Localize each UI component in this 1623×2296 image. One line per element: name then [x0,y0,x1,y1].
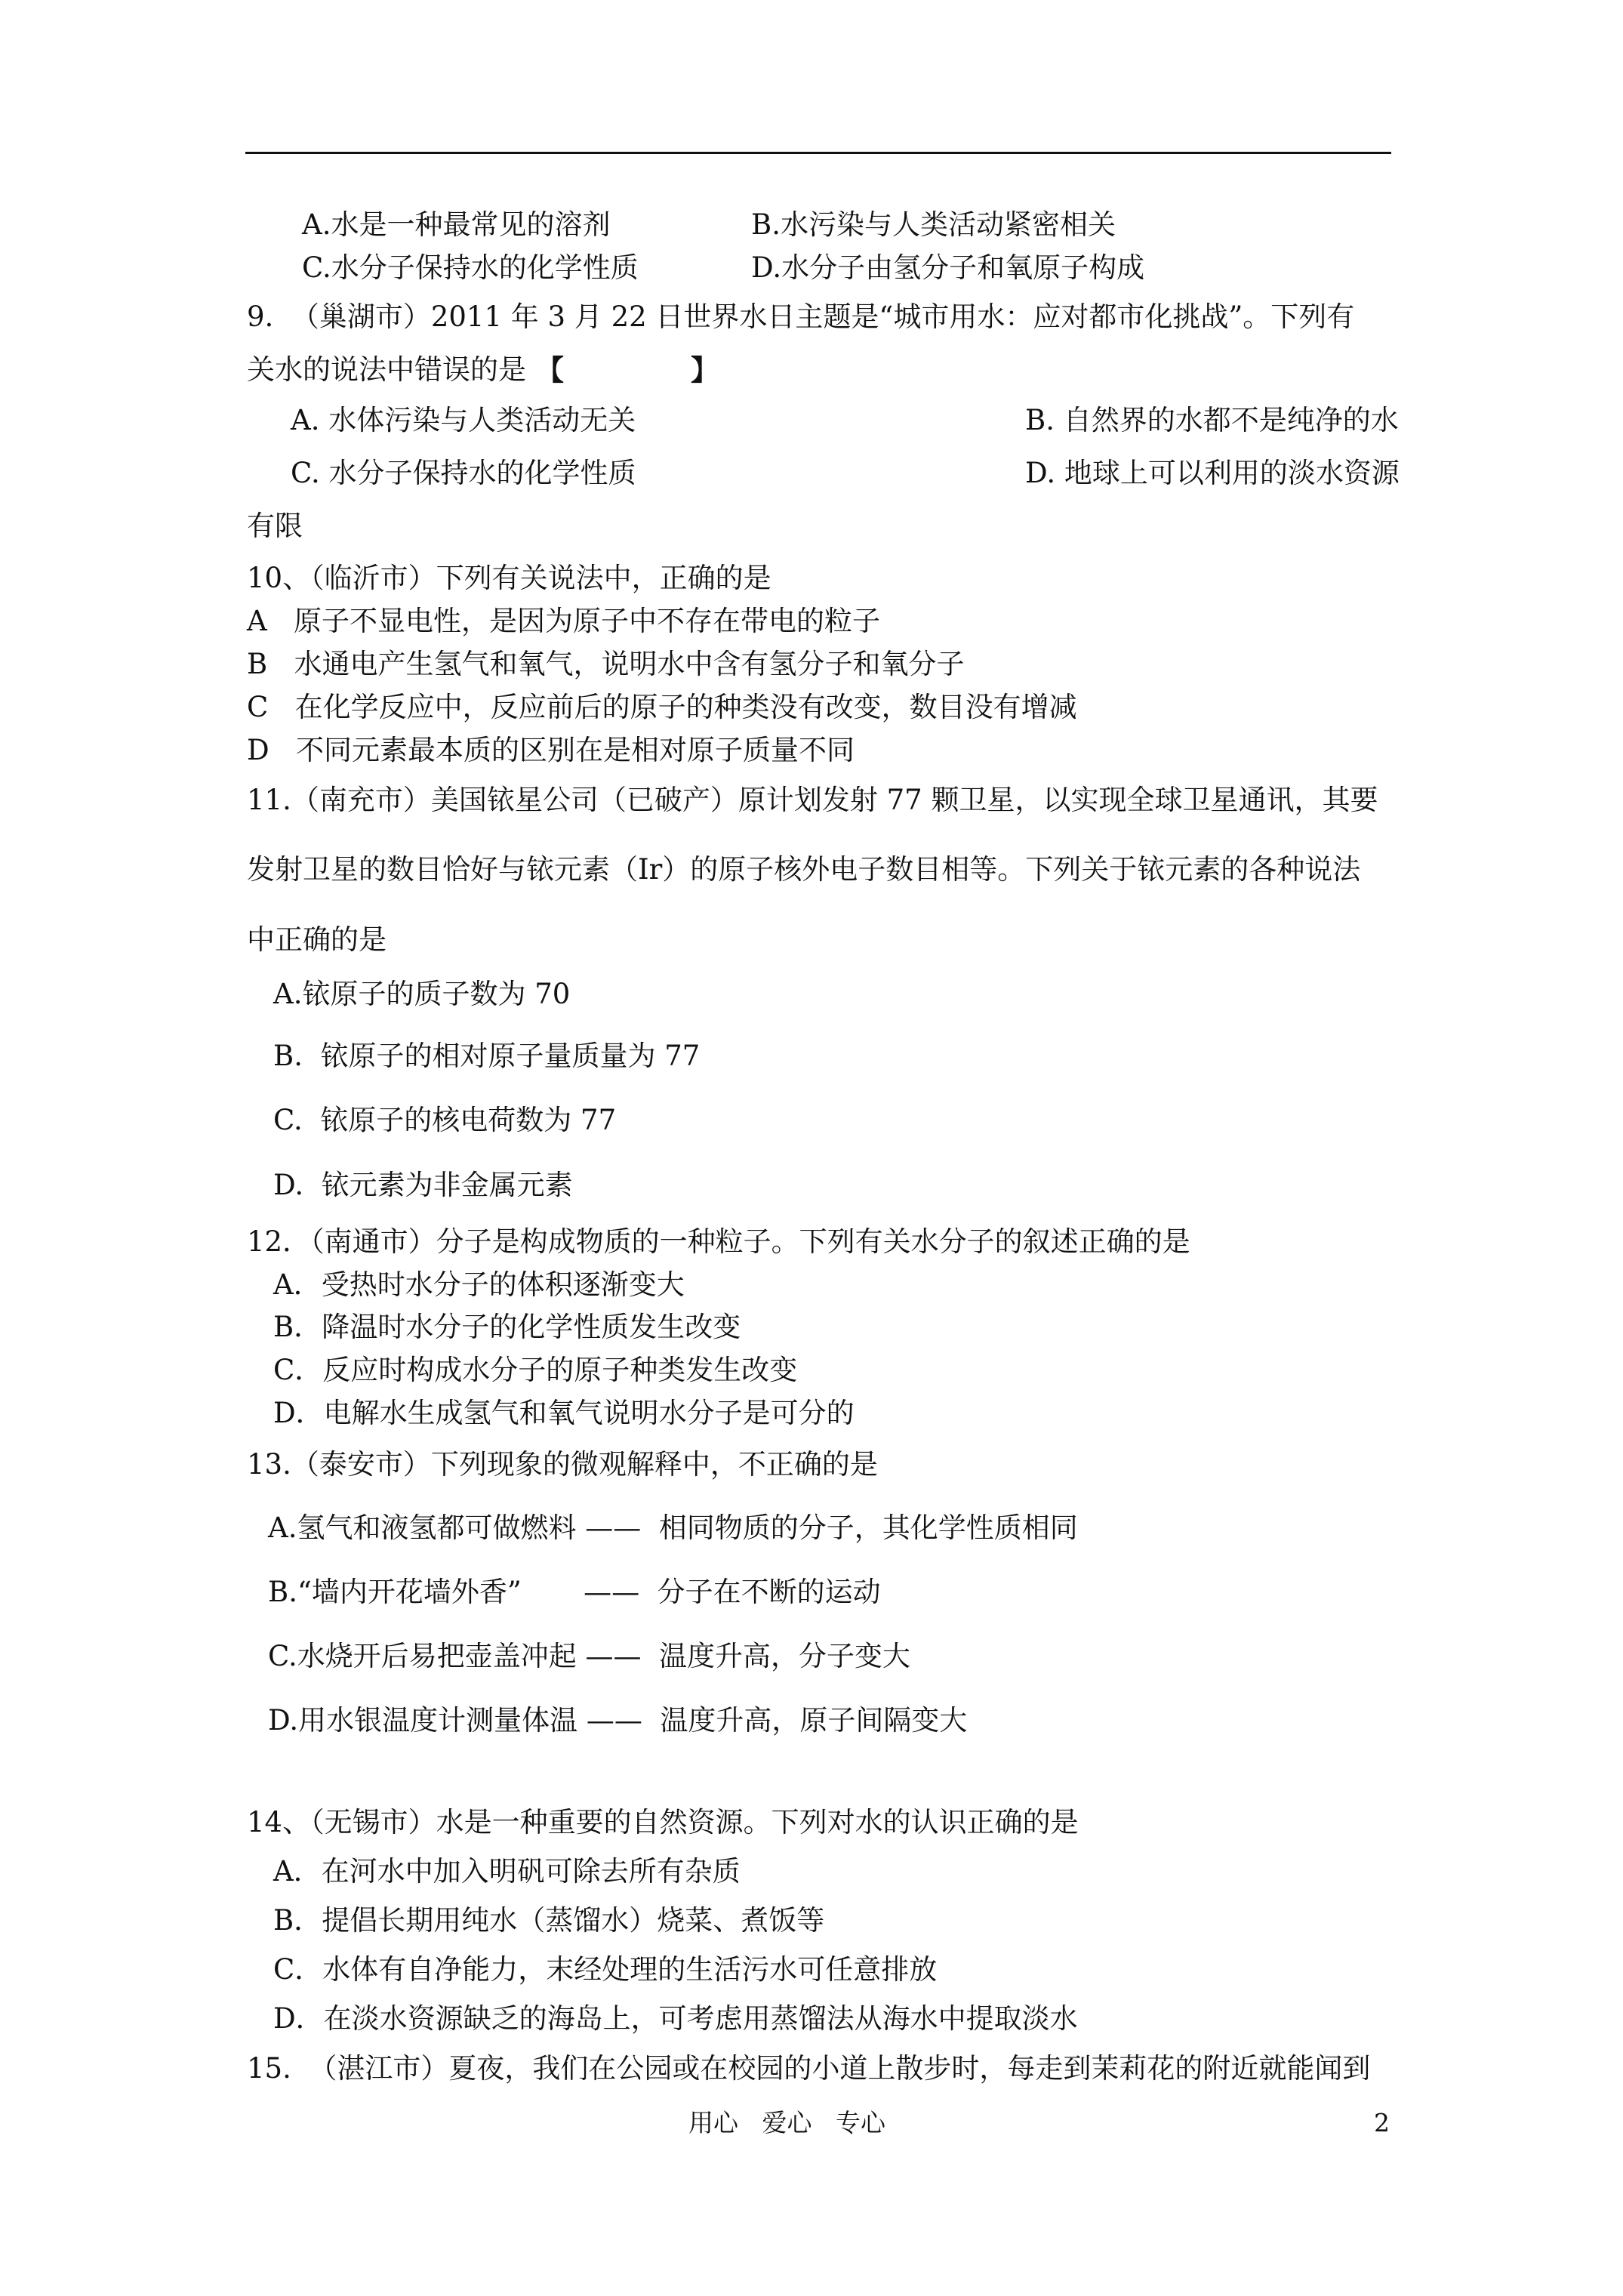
q10-stem: 10、（临沂市）下列有关说法中，正确的是 [247,562,771,594]
q10-option-c: C 在化学反应中，反应前后的原子的种类没有改变，数目没有增减 [247,691,1077,723]
q11-stem-line3: 中正确的是 [247,923,387,956]
q11-stem-line2: 发射卫星的数目恰好与铱元素（Ir）的原子核外电子数目相等。下列关于铱元素的各种说法 [247,853,1361,886]
footer-motto: 用心 爱心 专心 [688,2108,885,2137]
q13-stem: 13.（泰安市）下列现象的微观解释中，不正确的是 [247,1448,878,1481]
q14-option-d: D．在淡水资源缺乏的海岛上，可考虑用蒸馏法从海水中提取淡水 [273,2002,1078,2035]
q9-stem-line1: 9. （巢湖市）2011 年 3 月 22 日世界水日主题是“城市用水：应对都市化挑战”。下列有 [247,300,1355,333]
q13-option-a: A.氢气和液氢都可做燃料 —— 相同物质的分子，其化学性质相同 [268,1512,1078,1544]
q9-option-d-continued: 有限 [247,510,303,542]
q9-option-c: C. 水分子保持水的化学性质 [291,457,636,489]
q9-option-d: D. 地球上可以利用的淡水资源 [1025,457,1400,489]
q8-option-b: B.水污染与人类活动紧密相关 [751,208,1116,241]
q11-option-d: D. 铱元素为非金属元素 [273,1169,573,1201]
q14-option-b: B．提倡长期用纯水（蒸馏水）烧菜、煮饭等 [273,1904,825,1937]
q14-option-a: A．在河水中加入明矾可除去所有杂质 [273,1855,741,1888]
q8-option-c: C.水分子保持水的化学性质 [302,251,639,284]
q9-option-a: A. 水体污染与人类活动无关 [291,404,636,436]
q12-stem: 12．（南通市）分子是构成物质的一种粒子。下列有关水分子的叙述正确的是 [247,1225,1190,1258]
q13-option-d: D.用水银温度计测量体温 —— 温度升高，原子间隔变大 [268,1704,968,1737]
q11-option-c: C. 铱原子的核电荷数为 77 [273,1104,617,1136]
q13-option-c: C.水烧开后易把壶盖冲起 —— 温度升高，分子变大 [268,1640,911,1672]
q11-option-a: A.铱原子的质子数为 70 [273,978,571,1010]
q12-option-b: B．降温时水分子的化学性质发生改变 [273,1311,741,1343]
q12-option-a: A．受热时水分子的体积逐渐变大 [273,1268,685,1301]
q8-option-d: D.水分子由氢分子和氧原子构成 [751,251,1145,284]
q14-stem: 14、（无锡市）水是一种重要的自然资源。下列对水的认识正确的是 [247,1806,1079,1838]
q11-option-b: B. 铱原子的相对原子量质量为 77 [273,1040,701,1072]
q11-stem-line1: 11.（南充市）美国铱星公司（已破产）原计划发射 77 颗卫星，以实现全球卫星通讯，其要 [247,784,1378,816]
q10-option-d: D 不同元素最本质的区别在是相对原子质量不同 [247,734,855,766]
q8-option-a: A.水是一种最常见的溶剂 [302,208,611,241]
q9-bracket-close: 】 [691,353,719,387]
q12-option-d: D．电解水生成氢气和氧气说明水分子是可分的 [273,1397,855,1429]
q9-option-b: B. 自然界的水都不是纯净的水 [1025,404,1399,436]
page-number: 2 [1374,2108,1390,2137]
q9-bracket-open: 【 [536,353,564,387]
q10-option-b: B 水通电产生氢气和氧气，说明水中含有氢分子和氧分子 [247,648,965,680]
q13-option-b: B.“墙内开花墙外香” —— 分子在不断的运动 [268,1576,881,1608]
q10-option-a: A 原子不显电性，是因为原子中不存在带电的粒子 [247,605,881,637]
q14-option-c: C．水体有自净能力，末经处理的生活污水可任意排放 [273,1953,938,1986]
q15-stem-line1: 15. （湛江市）夏夜，我们在公园或在校园的小道上散步时，每走到茉莉花的附近就能闻到 [247,2052,1371,2085]
q9-stem-line2: 关水的说法中错误的是 [247,353,526,386]
q12-option-c: C．反应时构成水分子的原子种类发生改变 [273,1354,798,1386]
header-rule [245,152,1391,154]
